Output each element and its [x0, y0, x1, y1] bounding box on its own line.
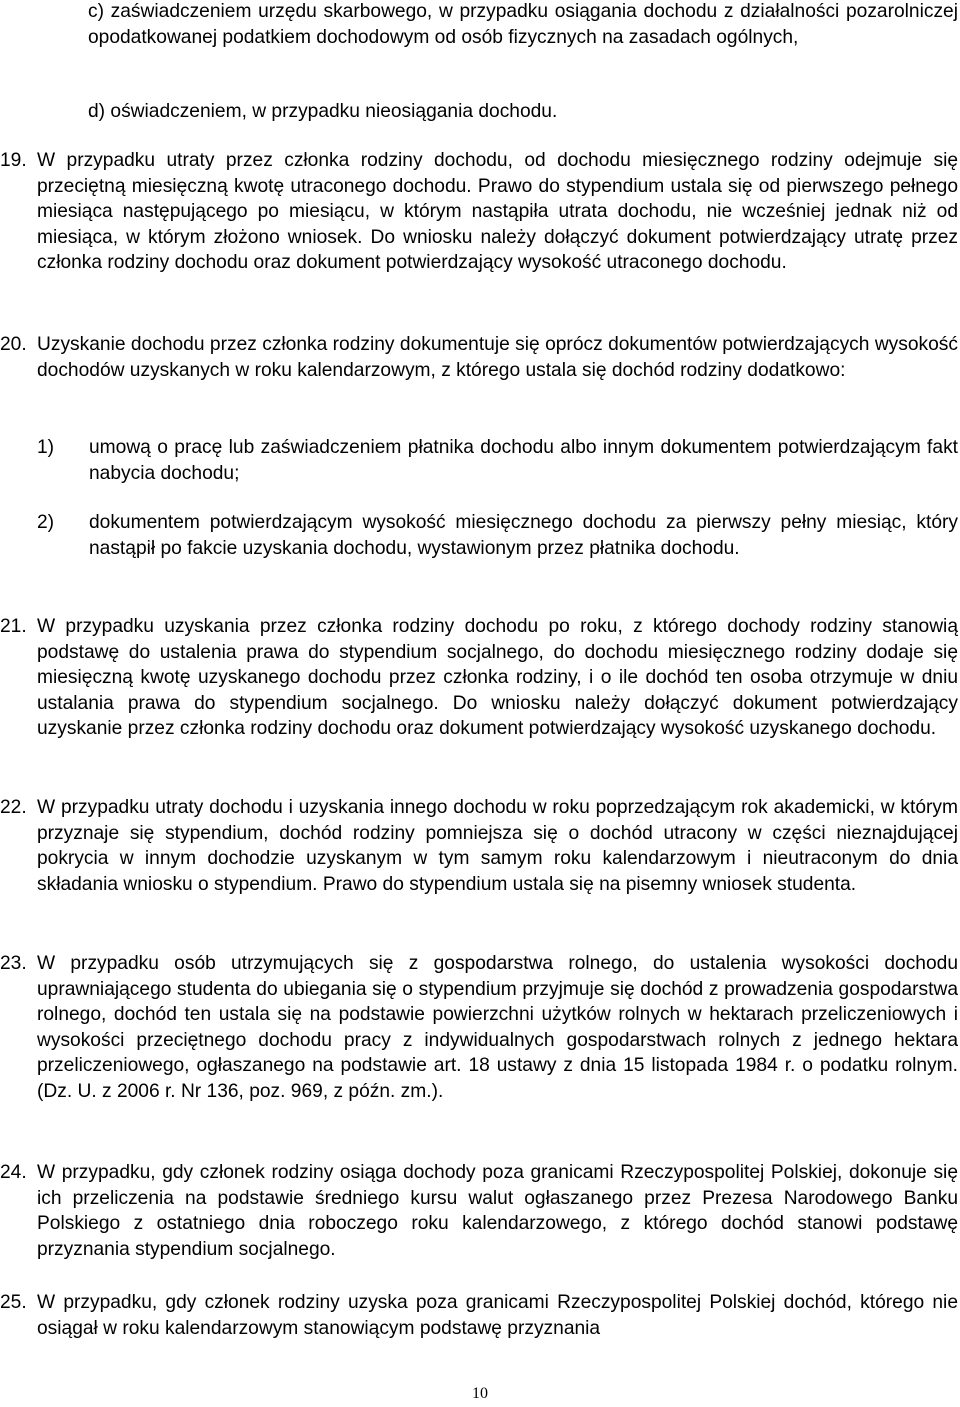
- list-item-d-text: d) oświadczeniem, w przypadku nieosiągania dochodu.: [88, 101, 558, 122]
- paragraph-19-number: 19.: [0, 150, 27, 171]
- paragraph-22-number: 22.: [0, 797, 27, 818]
- paragraph-25: [0, 1290, 958, 1341]
- paragraph-20-subitem-1: [37, 435, 958, 486]
- paragraph-20: [0, 332, 958, 383]
- list-item-c-text: c) zaświadczeniem urzędu skarbowego, w przypadku osiągania dochodu z działalności pozarolniczej opodatkowanej podatkiem dochodowym od osób fizycznych na zasadach ogólnych,: [88, 1, 958, 48]
- paragraph-21-number: 21.: [0, 616, 27, 637]
- paragraph-25-text: W przypadku, gdy członek rodziny uzyska poza granicami Rzeczypospolitej Polskiej dochód, którego nie osiągał w roku kalendarzowym stanowiącym podstawę przyznania: [37, 1292, 958, 1339]
- paragraph-22-text: W przypadku utraty dochodu i uzyskania innego dochodu w roku poprzedzającym rok akademicki, w którym przyznaje się stypendium, dochód rodziny pomniejsza się o dochód utracony w części nieznajdującej pokrycia w innym dochodzie uzyskanym w tym samym roku kalendarzowym i nieutraconym do dnia składania wniosku o stypendium. Prawo do stypendium ustala się na pisemny wniosek studenta.: [37, 797, 958, 895]
- paragraph-24-text: W przypadku, gdy członek rodziny osiąga dochody poza granicami Rzeczypospolitej Polskiej, dokonuje się ich przeliczenia na podstawie średniego kursu walut ogłaszanego przez Prezesa Narodowego Banku Polskiego z ostatniego dnia roboczego roku kalendarzowego, z którego dochód stanowi podstawę przyznania stypendium socjalnego.: [37, 1162, 958, 1260]
- paragraph-20-subitem-2-number: 2): [37, 512, 55, 533]
- paragraph-19: [0, 148, 958, 276]
- paragraph-23-text: W przypadku osób utrzymujących się z gospodarstwa rolnego, do ustalenia wysokości dochodu uprawniającego studenta do ubiegania się o stypendium przyjmuje się dochód z prowadzenia gospodarstwa rolnego, dochód ten ustala się na podstawie powierzchni użytków rolnych w hektarach przeliczeniowych i wysokości przeciętnego dochodu pracy z indywidualnych gospodarstwach rolnych z jednego hektara przeliczeniowego, ogłaszanego na podstawie art. 18 ustawy z dnia 15 listopada 1984 r. o podatku rolnym. (Dz. U. z 2006 r. Nr 136, poz. 969, z późn. zm.).: [37, 953, 958, 1102]
- paragraph-20-text: Uzyskanie dochodu przez członka rodziny dokumentuje się oprócz dokumentów potwierdzających wysokość dochodów uzyskanych w roku kalendarzowym, z którego ustala się dochód rodziny dodatkowo:: [37, 334, 958, 381]
- paragraph-24: [0, 1160, 958, 1262]
- paragraph-22: [0, 795, 958, 897]
- paragraph-20-subitem-1-text: umową o pracę lub zaświadczeniem płatnika dochodu albo innym dokumentem potwierdzającym fakt nabycia dochodu;: [89, 437, 958, 484]
- list-item-c: [88, 0, 958, 50]
- list-item-d: [88, 99, 958, 125]
- paragraph-21: [0, 614, 958, 742]
- paragraph-25-number: 25.: [0, 1292, 27, 1313]
- paragraph-21-text: W przypadku uzyskania przez członka rodziny dochodu po roku, z którego dochody rodziny stanowią podstawę do ustalenia prawa do stypendium socjalnego, do dochodu miesięcznego rodziny dodaje się miesięczną kwotę uzyskanego dochodu przez członka rodziny, i o ile dochód ten osoba otrzymuje w dniu ustalania prawa do stypendium socjalnego. Do wniosku należy dołączyć dokument potwierdzający uzyskanie przez członka rodziny dochodu oraz dokument potwierdzający wysokość uzyskanego dochodu.: [37, 616, 958, 739]
- paragraph-24-number: 24.: [0, 1162, 27, 1183]
- paragraph-20-subitem-2: [37, 510, 958, 561]
- paragraph-23-number: 23.: [0, 953, 27, 974]
- paragraph-19-text: W przypadku utraty przez członka rodziny dochodu, od dochodu miesięcznego rodziny odejmuje się przeciętną miesięczną kwotę utraconego dochodu. Prawo do stypendium ustala się od pierwszego pełnego miesiąca następującego po miesiącu, w którym nastąpiła utrata dochodu, nie wcześniej jednak niż od miesiąca, w którym złożono wniosek. Do wniosku należy dołączyć dokument potwierdzający utratę przez członka rodziny dochodu oraz dokument potwierdzający wysokość utraconego dochodu.: [37, 150, 958, 273]
- paragraph-20-number: 20.: [0, 334, 27, 355]
- paragraph-20-subitem-1-number: 1): [37, 437, 55, 458]
- paragraph-23: [0, 951, 958, 1104]
- page-number: 10: [472, 1385, 488, 1402]
- paragraph-20-subitem-2-text: dokumentem potwierdzającym wysokość miesięcznego dochodu za pierwszy pełny miesiąc, który nastąpił po fakcie uzyskania dochodu, wystawionym przez płatnika dochodu.: [89, 512, 958, 559]
